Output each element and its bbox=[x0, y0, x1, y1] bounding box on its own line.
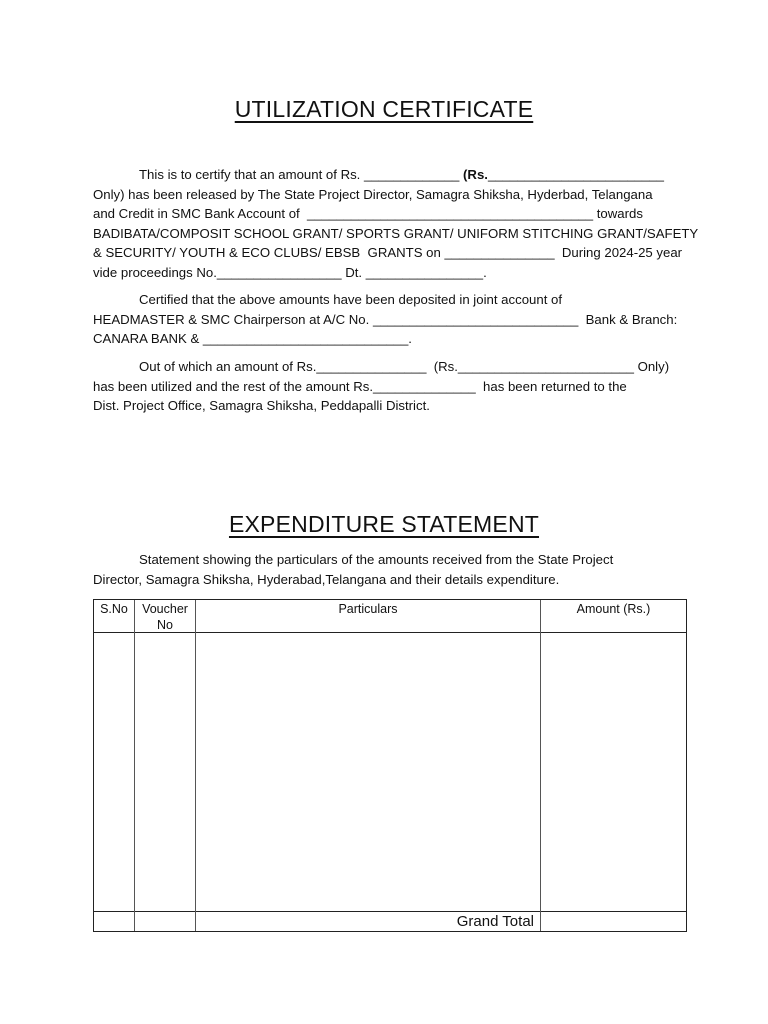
para1-line-6: vide proceedings No._________________ Dt. ________________. bbox=[93, 264, 487, 280]
header-particulars: Particulars bbox=[338, 602, 398, 616]
para3-line-1: Out of which an amount of Rs._______________ (Rs.________________________ Only) bbox=[139, 359, 670, 374]
para1-line-5: & SECURITY/ YOUTH & ECO CLUBS/ EBSB GRANTS on _______________ During 2024-25 year bbox=[93, 245, 683, 260]
para1-line-4: BADIBATA/COMPOSIT SCHOOL GRANT/ SPORTS GRANT/ UNIFORM STITCHING GRANT/SAFETY bbox=[93, 225, 699, 241]
certificate-paragraph-3 bbox=[93, 357, 685, 416]
para1-line-3: and Credit in SMC Bank Account of _______________________________________ towards bbox=[93, 206, 643, 221]
header-sno: S.No bbox=[100, 602, 128, 616]
column-divider-2 bbox=[195, 600, 196, 931]
intro-line-2: Director, Samagra Shiksha, Hyderabad,Telangana and their details expenditure. bbox=[93, 571, 560, 587]
certificate-paragraph-2 bbox=[93, 290, 685, 349]
certificate-title: UTILIZATION CERTIFICATE bbox=[234, 96, 534, 122]
column-divider-1 bbox=[134, 600, 135, 931]
intro-line-1: Statement showing the particulars of the amounts received from the State Project bbox=[139, 552, 614, 567]
expenditure-title: EXPENDITURE STATEMENT bbox=[228, 511, 540, 537]
para3-line-3: Dist. Project Office, Samagra Shiksha, Peddapalli District. bbox=[93, 398, 430, 413]
header-voucher-no: Voucher No bbox=[142, 602, 188, 632]
certificate-paragraph-1 bbox=[93, 165, 699, 282]
header-amount: Amount (Rs.) bbox=[576, 602, 651, 616]
expenditure-intro bbox=[93, 550, 685, 589]
para2-line-3: CANARA BANK & ____________________________. bbox=[93, 331, 412, 346]
para2-line-2: HEADMASTER & SMC Chairperson at A/C No. ____________________________ Bank & Branch: bbox=[93, 311, 678, 327]
para1-line-1: This is to certify that an amount of Rs. _____________ (Rs.________________________ bbox=[139, 167, 664, 182]
total-row-divider bbox=[94, 911, 686, 912]
expenditure-table bbox=[93, 599, 687, 932]
column-divider-3 bbox=[540, 600, 541, 931]
para1-line-2: Only) has been released by The State Project Director, Samagra Shiksha, Hyderbad, Telangana bbox=[93, 186, 653, 202]
grand-total-label: Grand Total bbox=[456, 913, 534, 930]
para3-line-2: has been utilized and the rest of the amount Rs.______________ has been returned to the bbox=[93, 378, 627, 394]
para2-line-1: Certified that the above amounts have been deposited in joint account of bbox=[139, 292, 563, 307]
